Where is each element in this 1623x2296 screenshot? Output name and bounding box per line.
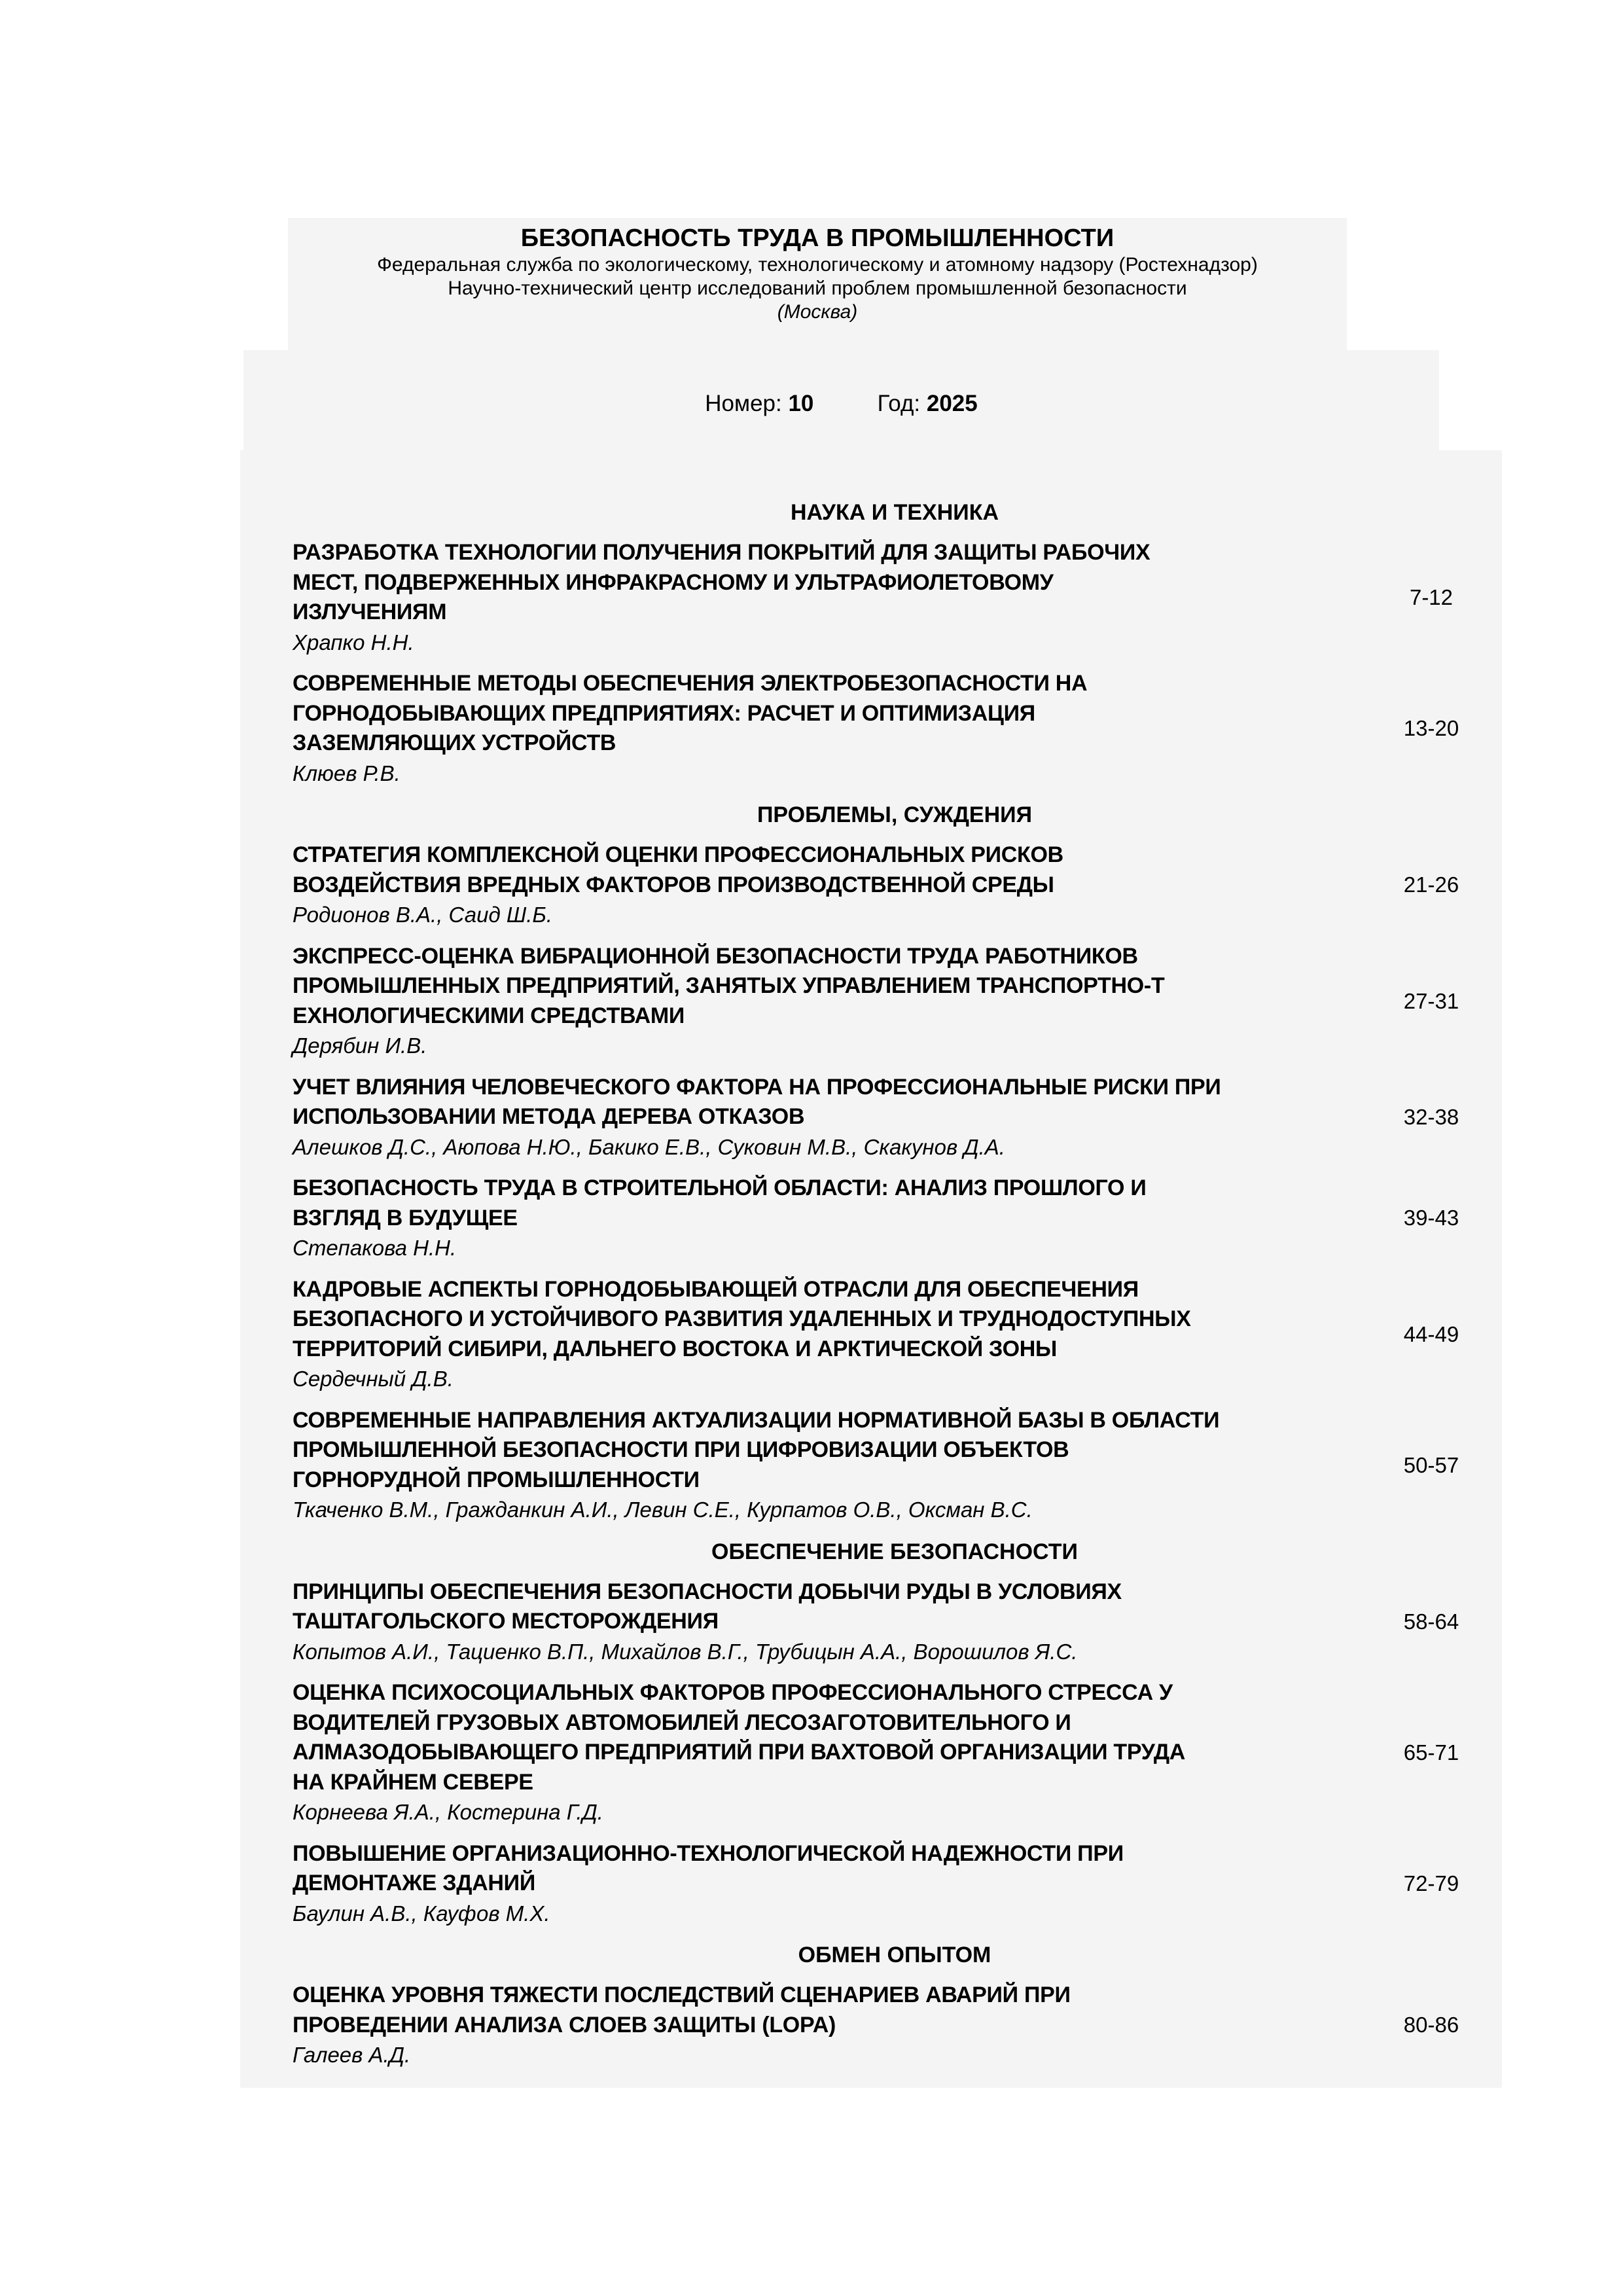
toc-entry[interactable] [293, 1073, 1497, 1162]
article-pages: 65-71 [1403, 1740, 1459, 1765]
article-pages: 50-57 [1403, 1452, 1459, 1477]
issue-number: 10 [788, 391, 814, 416]
article-authors: Клюев Р.В. [293, 761, 401, 785]
article-title-line[interactable]: СОВРЕМЕННЫЕ НАПРАВЛЕНИЯ АКТУАЛИЗАЦИИ НОРМАТИВНОЙ БАЗЫ В ОБЛАСТИ [293, 1407, 1220, 1433]
entry-text [293, 538, 1340, 657]
entry-text [293, 1981, 1340, 2070]
article-title-line[interactable]: ВОДИТЕЛЕЙ ГРУЗОВЫХ АВТОМОБИЛЕЙ ЛЕСОЗАГОТОВИТЕЛЬНОГО И [293, 1710, 1071, 1735]
section-heading: НАУКА И ТЕХНИКА [790, 500, 999, 525]
article-title-line[interactable]: УЧЕТ ВЛИЯНИЯ ЧЕЛОВЕЧЕСКОГО ФАКТОРА НА ПРОФЕССИОНАЛЬНЫЕ РИСКИ ПРИ [293, 1074, 1221, 1100]
article-pages: 39-43 [1403, 1206, 1459, 1230]
article-pages: 13-20 [1403, 716, 1459, 740]
article-pages: 58-64 [1403, 1609, 1459, 1634]
article-title-line[interactable]: ИЗЛУЧЕНИЯМ [293, 600, 447, 624]
journal-title: БЕЗОПАСНОСТЬ ТРУДА В ПРОМЫШЛЕННОСТИ [520, 224, 1115, 252]
toc-entry[interactable] [293, 538, 1497, 657]
toc-entry[interactable] [293, 1678, 1497, 1827]
entry-text [293, 1174, 1340, 1263]
article-pages: 72-79 [1403, 1871, 1459, 1895]
entry-text [293, 1073, 1340, 1162]
issue-year: 2025 [926, 391, 978, 416]
article-authors: Баулин А.В., Кауфов М.Х. [293, 1901, 550, 1926]
article-title-line[interactable]: ПРИНЦИПЫ ОБЕСПЕЧЕНИЯ БЕЗОПАСНОСТИ ДОБЫЧИ РУДЫ В УСЛОВИЯХ [293, 1579, 1122, 1604]
article-title-line[interactable]: ЗАЗЕМЛЯЮЩИХ УСТРОЙСТВ [293, 730, 616, 755]
toc-entry[interactable] [293, 1981, 1497, 2070]
article-authors: Степакова Н.Н. [293, 1236, 457, 1260]
article-pages: 80-86 [1403, 2013, 1459, 2037]
article-title-line[interactable]: ОЦЕНКА ПСИХОСОЦИАЛЬНЫХ ФАКТОРОВ ПРОФЕССИОНАЛЬНОГО СТРЕССА У [293, 1680, 1173, 1705]
article-pages: 44-49 [1403, 1321, 1459, 1346]
article-title-line[interactable]: АЛМАЗОДОБЫВАЮЩЕГО ПРЕДПРИЯТИЙ ПРИ ВАХТОВОЙ ОРГАНИЗАЦИИ ТРУДА [293, 1740, 1186, 1765]
article-authors: Храпко Н.Н. [293, 630, 414, 655]
number-label: Номер: [705, 391, 782, 416]
section-heading: ОБМЕН ОПЫТОМ [798, 1943, 991, 1967]
toc-entry[interactable] [293, 1406, 1497, 1525]
section-heading: ОБЕСПЕЧЕНИЕ БЕЗОПАСНОСТИ [711, 1539, 1078, 1564]
table-of-contents [240, 450, 1502, 2088]
article-title-line[interactable]: КАДРОВЫЕ АСПЕКТЫ ГОРНОДОБЫВАЮЩЕЙ ОТРАСЛИ ДЛЯ ОБЕСПЕЧЕНИЯ [293, 1276, 1139, 1302]
entry-text [293, 1406, 1340, 1525]
journal-header [288, 218, 1347, 350]
article-title-line[interactable]: ЕХНОЛОГИЧЕСКИМИ СРЕДСТВАМИ [293, 1003, 685, 1028]
article-authors: Ткаченко В.М., Гражданкин А.И., Левин С.Е., Курпатов О.В., Оксман В.С. [293, 1498, 1033, 1522]
article-authors: Корнеева Я.А., Костерина Г.Д. [293, 1800, 603, 1824]
city: (Москва) [777, 301, 858, 323]
issue-info [243, 350, 1439, 450]
section-heading: ПРОБЛЕМЫ, СУЖДЕНИЯ [757, 802, 1033, 827]
article-title-line[interactable]: ГОРНОРУДНОЙ ПРОМЫШЛЕННОСТИ [293, 1467, 700, 1492]
article-title-line[interactable]: ПРОВЕДЕНИИ АНАЛИЗА СЛОЕВ ЗАЩИТЫ (LOPA) [293, 2012, 836, 2037]
toc-entry[interactable] [293, 840, 1497, 930]
article-authors: Родионов В.А., Саид Ш.Б. [293, 903, 553, 927]
article-title-line[interactable]: ВЗГЛЯД В БУДУЩЕЕ [293, 1205, 518, 1230]
article-title-line[interactable]: НА КРАЙНЕМ СЕВЕРЕ [293, 1769, 533, 1795]
article-authors: Копытов А.И., Тациенко В.П., Михайлов В.Г., Трубицын А.А., Ворошилов Я.С. [293, 1639, 1078, 1664]
entry-text [293, 1275, 1340, 1394]
article-title-line[interactable]: СТРАТЕГИЯ КОМПЛЕКСНОЙ ОЦЕНКИ ПРОФЕССИОНАЛЬНЫХ РИСКОВ [293, 842, 1063, 867]
publisher-line-1: Федеральная служба по экологическому, технологическому и атомному надзору (Ростехнадзор) [377, 254, 1258, 276]
article-pages: 21-26 [1403, 872, 1459, 897]
article-title-line[interactable]: БЕЗОПАСНОСТЬ ТРУДА В СТРОИТЕЛЬНОЙ ОБЛАСТИ: АНАЛИЗ ПРОШЛОГО И [293, 1175, 1147, 1200]
entry-text [293, 840, 1340, 930]
toc-entry[interactable] [293, 1174, 1497, 1263]
toc-entry[interactable] [293, 1275, 1497, 1394]
article-title-line[interactable]: ЭКСПРЕСС-ОЦЕНКА ВИБРАЦИОННОЙ БЕЗОПАСНОСТИ ТРУДА РАБОТНИКОВ [293, 943, 1138, 969]
article-pages: 27-31 [1403, 988, 1459, 1013]
article-pages: 32-38 [1403, 1104, 1459, 1129]
toc-entry[interactable] [293, 1577, 1497, 1667]
article-title-line[interactable]: ДЕМОНТАЖЕ ЗДАНИЙ [293, 1871, 535, 1895]
article-title-line[interactable]: ГОРНОДОБЫВАЮЩИХ ПРЕДПРИЯТИЯХ: РАСЧЕТ И ОПТИМИЗАЦИЯ [293, 700, 1035, 726]
publisher-line-2: Научно-технический центр исследований проблем промышленной безопасности [448, 278, 1187, 299]
article-title-line[interactable]: ИСПОЛЬЗОВАНИИ МЕТОДА ДЕРЕВА ОТКАЗОВ [293, 1104, 805, 1129]
article-authors: Дерябин И.В. [293, 1033, 427, 1058]
article-title-line[interactable]: ПРОМЫШЛЕННОЙ БЕЗОПАСНОСТИ ПРИ ЦИФРОВИЗАЦИИ ОБЪЕКТОВ [293, 1437, 1069, 1462]
article-title-line[interactable]: ОЦЕНКА УРОВНЯ ТЯЖЕСТИ ПОСЛЕДСТВИЙ СЦЕНАРИЕВ АВАРИЙ ПРИ [293, 1982, 1071, 2007]
article-title-line[interactable]: ТЕРРИТОРИЙ СИБИРИ, ДАЛЬНЕГО ВОСТОКА И АРКТИЧЕСКОЙ ЗОНЫ [293, 1336, 1057, 1361]
toc-entry[interactable] [293, 669, 1497, 788]
article-title-line[interactable]: ТАШТАГОЛЬСКОГО МЕСТОРОЖДЕНИЯ [293, 1609, 719, 1634]
toc-entry[interactable] [293, 942, 1497, 1061]
entry-text [293, 1839, 1340, 1929]
article-pages: 7-12 [1409, 585, 1454, 609]
article-title-line[interactable]: ВОЗДЕЙСТВИЯ ВРЕДНЫХ ФАКТОРОВ ПРОИЗВОДСТВЕННОЙ СРЕДЫ [293, 872, 1054, 897]
article-title-line[interactable]: СОВРЕМЕННЫЕ МЕТОДЫ ОБЕСПЕЧЕНИЯ ЭЛЕКТРОБЕЗОПАСНОСТИ НА [293, 671, 1088, 696]
article-authors: Сердечный Д.В. [293, 1367, 454, 1391]
article-authors: Алешков Д.С., Аюпова Н.Ю., Бакико Е.В., Суковин М.В., Скакунов Д.А. [293, 1134, 1005, 1159]
article-title-line[interactable]: ПРОМЫШЛЕННЫХ ПРЕДПРИЯТИЙ, ЗАНЯТЫХ УПРАВЛЕНИЕМ ТРАНСПОРТНО-Т [293, 973, 1165, 998]
article-title-line[interactable]: МЕСТ, ПОДВЕРЖЕННЫХ ИНФРАКРАСНОМУ И УЛЬТРАФИОЛЕТОВОМУ [293, 569, 1054, 595]
entry-text [293, 1577, 1340, 1667]
entry-text [293, 669, 1340, 788]
article-title-line[interactable]: БЕЗОПАСНОГО И УСТОЙЧИВОГО РАЗВИТИЯ УДАЛЕННЫХ И ТРУДНОДОСТУПНЫХ [293, 1306, 1191, 1331]
article-title-line[interactable]: РАЗРАБОТКА ТЕХНОЛОГИИ ПОЛУЧЕНИЯ ПОКРЫТИЙ ДЛЯ ЗАЩИТЫ РАБОЧИХ [293, 540, 1150, 565]
entry-text [293, 1678, 1340, 1827]
article-title-line[interactable]: ПОВЫШЕНИЕ ОРГАНИЗАЦИОННО-ТЕХНОЛОГИЧЕСКОЙ НАДЕЖНОСТИ ПРИ [293, 1840, 1124, 1866]
toc-entry[interactable] [293, 1839, 1497, 1929]
year-label: Год: [877, 391, 921, 416]
entry-text [293, 942, 1340, 1061]
article-authors: Галеев А.Д. [293, 2043, 411, 2067]
